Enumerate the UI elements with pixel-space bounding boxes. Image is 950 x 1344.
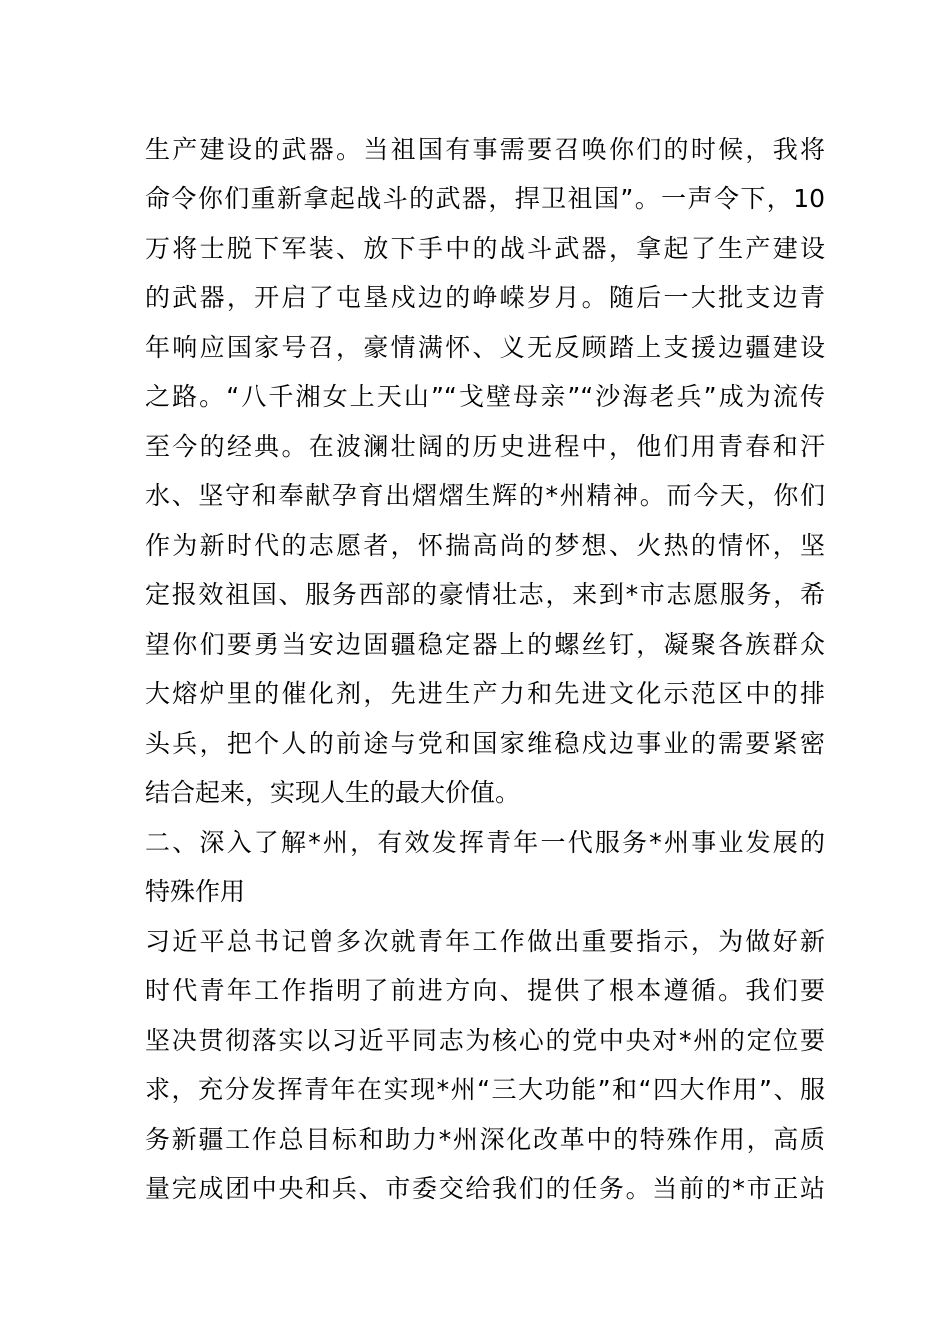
section-heading-line-2: 特殊作用 — [145, 877, 246, 906]
paragraph-1-line-5: 年响应国家号召，豪情满怀、义无反顾踏上支援边疆建设 — [145, 333, 825, 362]
paragraph-2-line-6: 量完成团中央和兵、市委交给我们的任务。当前的*市正站 — [145, 1174, 825, 1203]
paragraph-1-line-9: 作为新时代的志愿者，怀揣高尚的梦想、火热的情怀，坚 — [145, 531, 825, 560]
paragraph-2-line-4: 求，充分发挥青年在实现*州“三大功能”和“四大作用”、服 — [145, 1075, 825, 1104]
paragraph-1-line-11: 望你们要勇当安边固疆稳定器上的螺丝钉，凝聚各族群众 — [145, 630, 825, 659]
section-heading-line-1: 二、深入了解*州，有效发挥青年一代服务*州事业发展的 — [145, 828, 825, 857]
paragraph-1-line-4: 的武器，开启了屯垦戍边的峥嵘岁月。随后一大批支边青 — [145, 283, 825, 312]
paragraph-2-line-1: 习近平总书记曾多次就青年工作做出重要指示，为做好新 — [145, 927, 825, 956]
paragraph-1-line-13: 头兵，把个人的前途与党和国家维稳戍边事业的需要紧密 — [145, 729, 825, 758]
paragraph-2-line-5: 务新疆工作总目标和助力*州深化改革中的特殊作用，高质 — [145, 1125, 825, 1154]
paragraph-1-line-8: 水、坚守和奉献孕育出熠熠生辉的*州精神。而今天，你们 — [145, 481, 825, 510]
paragraph-1-line-10: 定报效祖国、服务西部的豪情壮志，来到*市志愿服务，希 — [145, 580, 825, 609]
paragraph-1-line-12: 大熔炉里的催化剂，先进生产力和先进文化示范区中的排 — [145, 679, 825, 708]
paragraph-1-line-7: 至今的经典。在波澜壮阔的历史进程中，他们用青春和汗 — [145, 432, 825, 461]
paragraph-1-line-2: 命令你们重新拿起战斗的武器，捍卫祖国”。一声令下，10 — [145, 184, 825, 213]
paragraph-1-line-14: 结合起来，实现人生的最大价值。 — [145, 778, 521, 807]
paragraph-1-line-3: 万将士脱下军装、放下手中的战斗武器，拿起了生产建设 — [145, 234, 825, 263]
paragraph-1-line-6: 之路。“八千湘女上天山”“戈壁母亲”“沙海老兵”成为流传 — [145, 382, 825, 411]
paragraph-2-line-3: 坚决贯彻落实以习近平同志为核心的党中央对*州的定位要 — [145, 1026, 825, 1055]
paragraph-2-line-2: 时代青年工作指明了前进方向、提供了根本遵循。我们要 — [145, 976, 825, 1005]
paragraph-1-line-1: 生产建设的武器。当祖国有事需要召唤你们的时候，我将 — [145, 135, 825, 164]
